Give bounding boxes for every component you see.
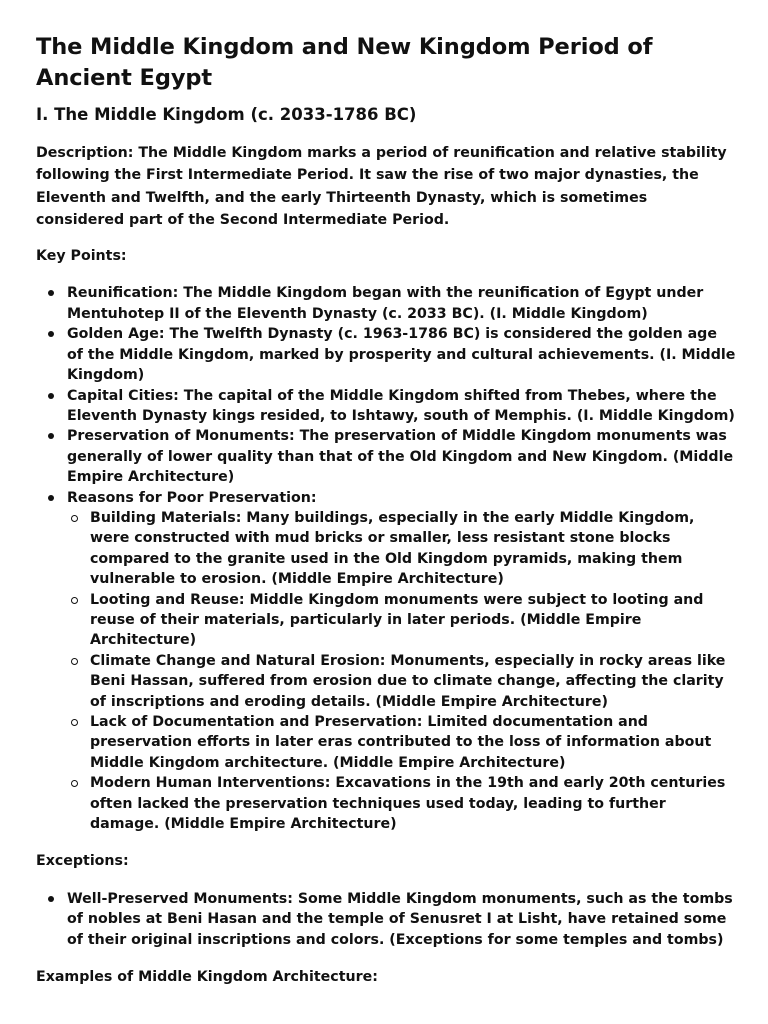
list-item: Building Materials: Many buildings, especially in the early Middle Kingdom, were constructed with mud bricks or smaller, less resistant stone blocks compared to the granite used in the Old Kingdom pyramids, making them vulnerable to erosion. (Middle Empire Architecture) bbox=[67, 508, 736, 590]
list-item: Looting and Reuse: Middle Kingdom monuments were subject to looting and reuse of their materials, particularly in later periods. (Middle Empire Architecture) bbox=[67, 590, 736, 651]
list-item: Lack of Documentation and Preservation: Limited documentation and preservation efforts in later eras contributed to the loss of information about Middle Kingdom architecture. (Middle Empire Architecture) bbox=[67, 712, 736, 773]
list-item: Well-Preserved Monuments: Some Middle Kingdom monuments, such as the tombs of nobles at Beni Hasan and the temple of Senusret I at Lisht, have retained some of their original inscriptions and colors. (Exceptions for some temples and tombs) bbox=[36, 889, 736, 950]
exceptions-label: Exceptions: bbox=[36, 853, 129, 870]
list-item: Capital Cities: The capital of the Middle Kingdom shifted from Thebes, where the Eleventh Dynasty kings resided, to Ishtawy, south of Memphis. (I. Middle Kingdom) bbox=[36, 386, 736, 427]
reasons-label: Reasons for Poor Preservation: bbox=[67, 489, 317, 506]
list-item: Reunification: The Middle Kingdom began with the reunification of Egypt under Mentuhotep II of the Eleventh Dynasty (c. 2033 BC). (I. Middle Kingdom) bbox=[36, 283, 736, 324]
key-points-label: Key Points: bbox=[36, 248, 127, 265]
list-item-reasons bbox=[36, 488, 736, 835]
examples-label: Examples of Middle Kingdom Architecture: bbox=[36, 968, 378, 985]
list-item: Climate Change and Natural Erosion: Monuments, especially in rocky areas like Beni Hassan, suffered from erosion due to climate change, affecting the clarity of inscriptions and eroding details. (Middle Empire Architecture) bbox=[67, 651, 736, 712]
page-title: The Middle Kingdom and New Kingdom Period of Ancient Egypt bbox=[36, 34, 653, 91]
key-points-list bbox=[36, 283, 736, 834]
section-heading: I. The Middle Kingdom (c. 2033-1786 BC) bbox=[36, 105, 417, 124]
list-item: Modern Human Interventions: Excavations in the 19th and early 20th centuries often lacked the preservation techniques used today, leading to further damage. (Middle Empire Architecture) bbox=[67, 773, 736, 834]
list-item: Golden Age: The Twelfth Dynasty (c. 1963-1786 BC) is considered the golden age of the Middle Kingdom, marked by prosperity and cultural achievements. (I. Middle Kingdom) bbox=[36, 324, 736, 385]
reasons-list bbox=[67, 508, 736, 835]
exceptions-list bbox=[36, 889, 736, 950]
description-paragraph: Description: The Middle Kingdom marks a period of reunification and relative stability following the First Intermediate Period. It saw the rise of two major dynasties, the Eleventh and Twelfth, and the early Thirteenth Dynasty, which is sometimes considered part of the Second Intermediate Period. bbox=[36, 145, 727, 228]
list-item: Preservation of Monuments: The preservation of Middle Kingdom monuments was generally of lower quality than that of the Old Kingdom and New Kingdom. (Middle Empire Architecture) bbox=[36, 426, 736, 487]
document-page bbox=[36, 32, 736, 1004]
